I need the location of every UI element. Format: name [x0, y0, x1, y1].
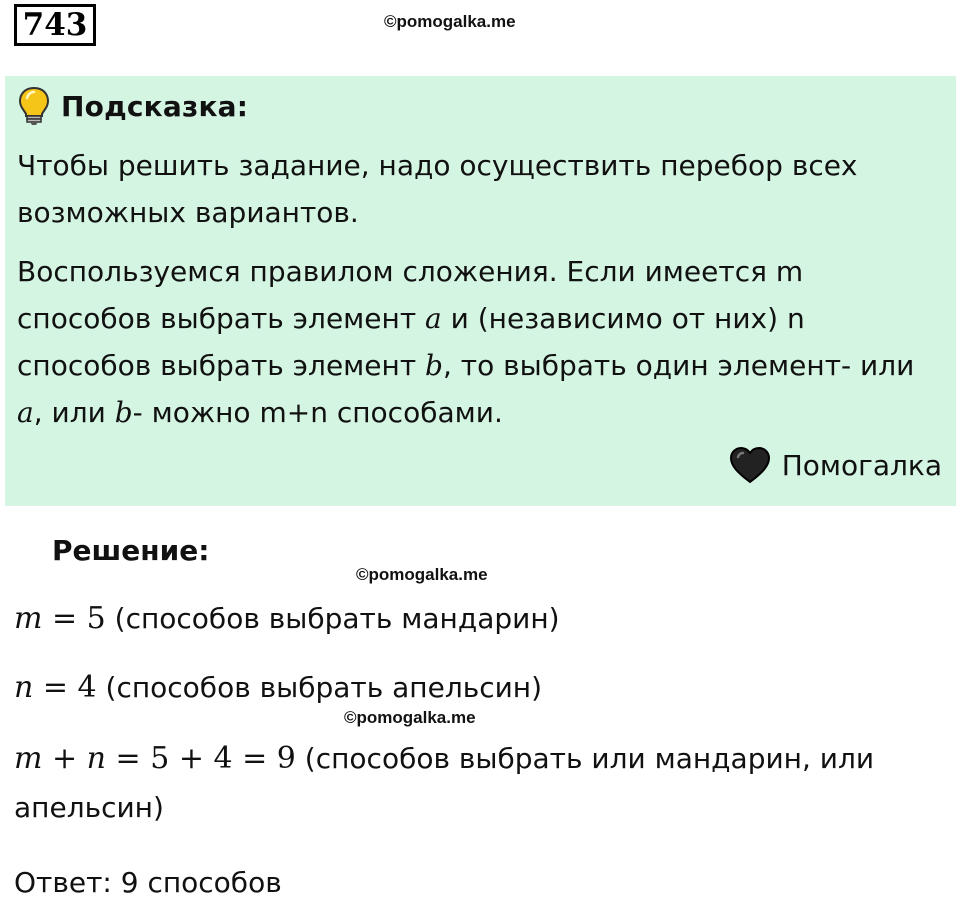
signature — [728, 445, 942, 485]
hint-paragraph-1: Чтобы решить задание, надо осуществить перебор всех возможных вариантов. — [17, 149, 858, 229]
hint-paragraph-2 — [17, 248, 937, 436]
math-expression: n = 4 — [14, 670, 97, 705]
watermark: ©pomogalka.me — [344, 708, 476, 727]
line-text: (способов выбрать или мандарин, или — [295, 742, 875, 775]
watermark: ©pomogalka.me — [356, 565, 488, 584]
watermark: ©pomogalka.me — [384, 12, 516, 31]
solution-line-4: апельсин) — [14, 791, 164, 824]
signature-text: Помогалка — [781, 448, 942, 482]
variable-a: a — [17, 396, 34, 429]
hint-box — [5, 76, 956, 506]
solution-line-2 — [14, 665, 944, 711]
task-number: 743 — [14, 4, 96, 46]
hint-text: , или — [33, 396, 115, 429]
solution-line-3 — [14, 736, 944, 782]
hint-text: , то выбрать один элемент- или — [442, 349, 915, 382]
hint-header — [17, 86, 248, 126]
hint-text: - можно m+n способами. — [132, 396, 503, 429]
hint-text: и (независимо от них) n способов выбрать элемент — [17, 302, 805, 382]
variable-b: b — [425, 349, 443, 382]
hint-text: Воспользуемся правилом сложения. Если имеется m способов выбрать элемент — [17, 255, 804, 335]
hint-title: Подсказка: — [61, 89, 249, 123]
answer: Ответ: 9 способов — [14, 866, 282, 899]
solution-line-1 — [14, 596, 944, 642]
line-text: (способов выбрать апельсин) — [96, 671, 543, 704]
variable-b: b — [114, 396, 133, 429]
math-expression: m = 5 — [14, 601, 106, 636]
heart-icon — [728, 445, 772, 485]
solution-title: Решение: — [52, 534, 210, 567]
lightbulb-icon — [17, 86, 51, 126]
variable-a: a — [425, 302, 442, 335]
line-text: (способов выбрать мандарин) — [105, 602, 560, 635]
math-expression: m + n = 5 + 4 = 9 — [14, 741, 296, 776]
